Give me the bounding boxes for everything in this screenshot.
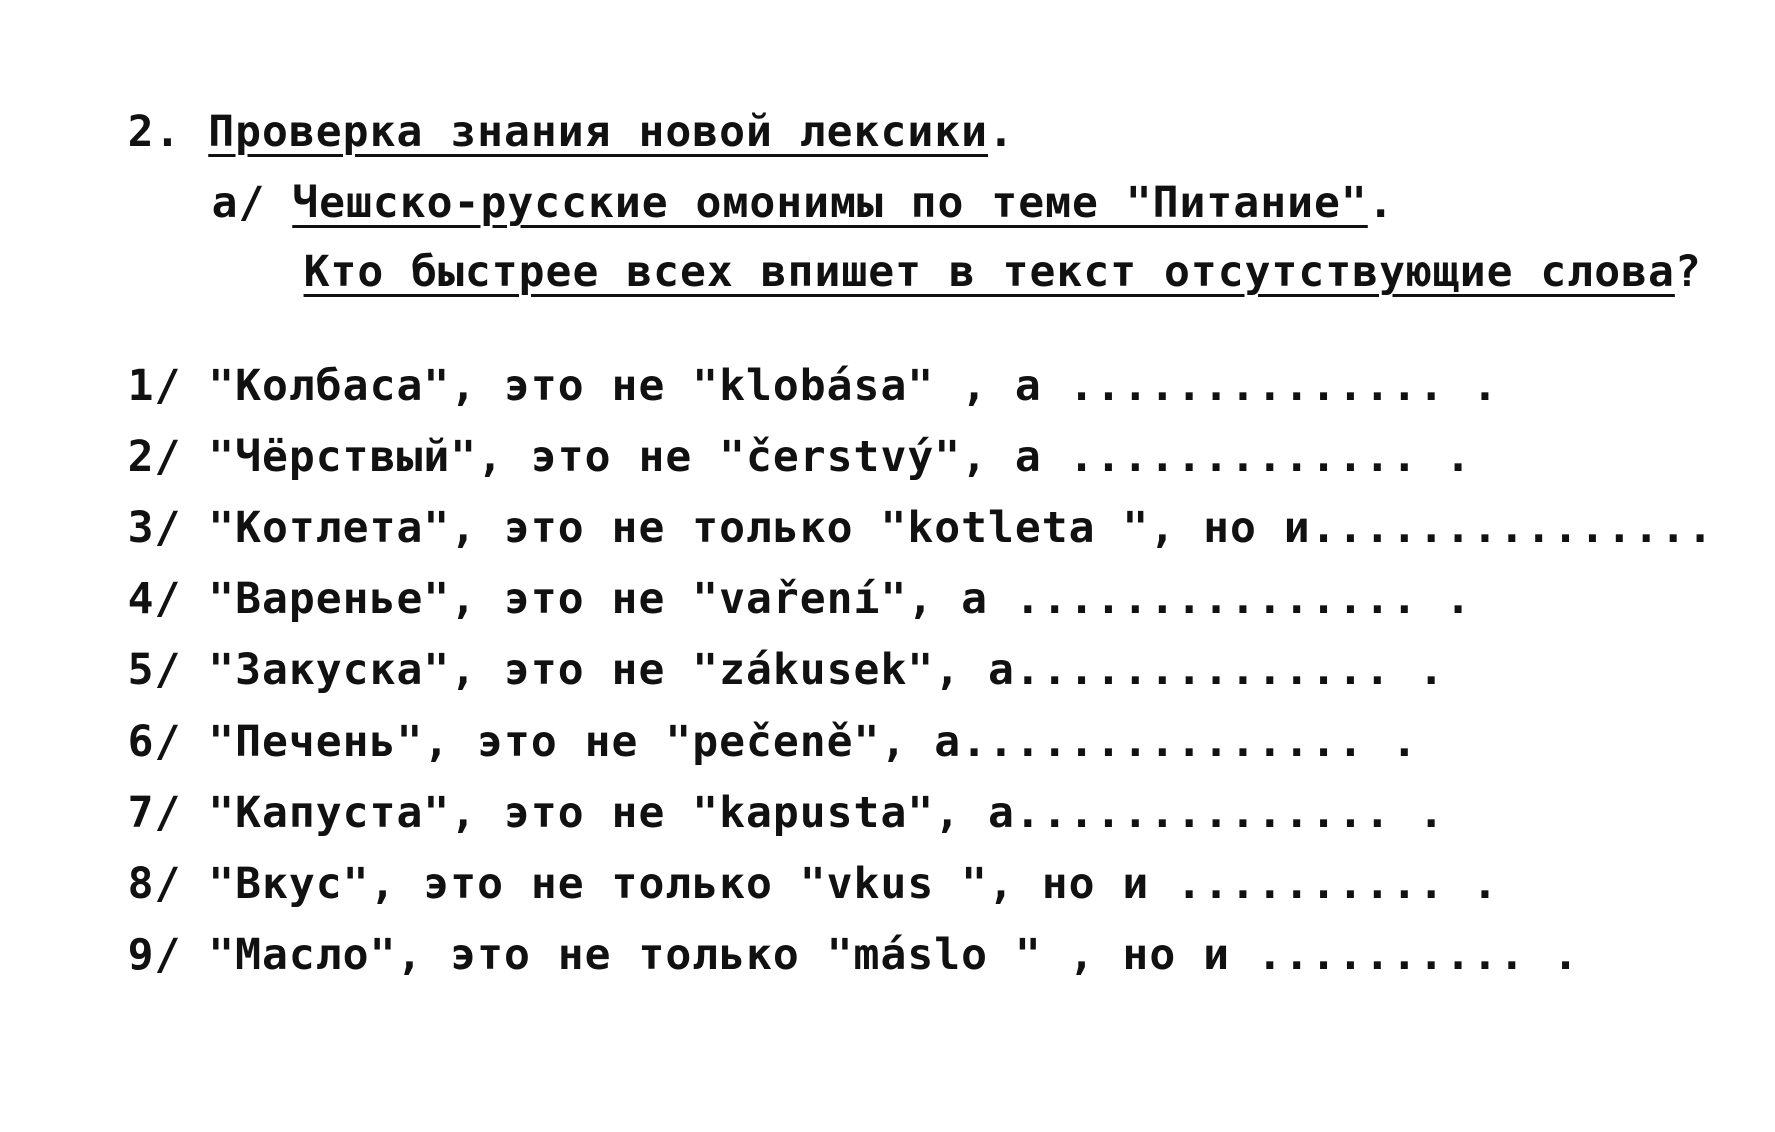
item-text: "Колбаса", это не "klobása" , а .............. . (208, 361, 1499, 411)
task-end: ? (1674, 247, 1702, 297)
section-title: Проверка знания новой лексики (208, 107, 988, 157)
subsection-marker: а/ (211, 178, 266, 228)
item-number: 7/ (127, 788, 182, 838)
section-title-end: . (988, 107, 1015, 157)
item-number: 2/ (127, 432, 182, 482)
item-text: "Масло", это не только "máslo " , но и .......... . (208, 930, 1580, 980)
item-text: "Варенье", это не "vaření", а ............... . (208, 574, 1472, 624)
subsection-title: Чешско-русские омонимы по теме "Питание" (292, 178, 1368, 228)
item-text: "Чёрствый", это не "čerstvý", а ............. . (208, 432, 1472, 482)
item-number: 4/ (127, 574, 182, 624)
subsection-title-end: . (1367, 178, 1395, 228)
item-number: 8/ (127, 859, 182, 909)
item-text: "Котлета", это не только "kotleta ", но и............... (208, 503, 1714, 553)
item-number: 1/ (127, 361, 182, 411)
item-number: 9/ (127, 930, 182, 980)
item-number: 6/ (127, 717, 182, 767)
item-text: "Печень", это не "pečeně", а............... . (208, 717, 1419, 767)
section-number: 2. (127, 107, 182, 157)
item-text: "Вкус", это не только "vkus ", но и .......... . (208, 859, 1499, 909)
list-item (20, 871, 1580, 1039)
item-text: "Капуста", это не "kapusta", а.............. . (208, 788, 1446, 838)
item-number: 5/ (127, 645, 182, 695)
task-text: Кто быстрее всех впишет в текст отсутствующие слова (303, 247, 1675, 297)
item-text: "Закуска", это не "zákusek", а.............. . (208, 645, 1446, 695)
item-number: 3/ (127, 503, 182, 553)
